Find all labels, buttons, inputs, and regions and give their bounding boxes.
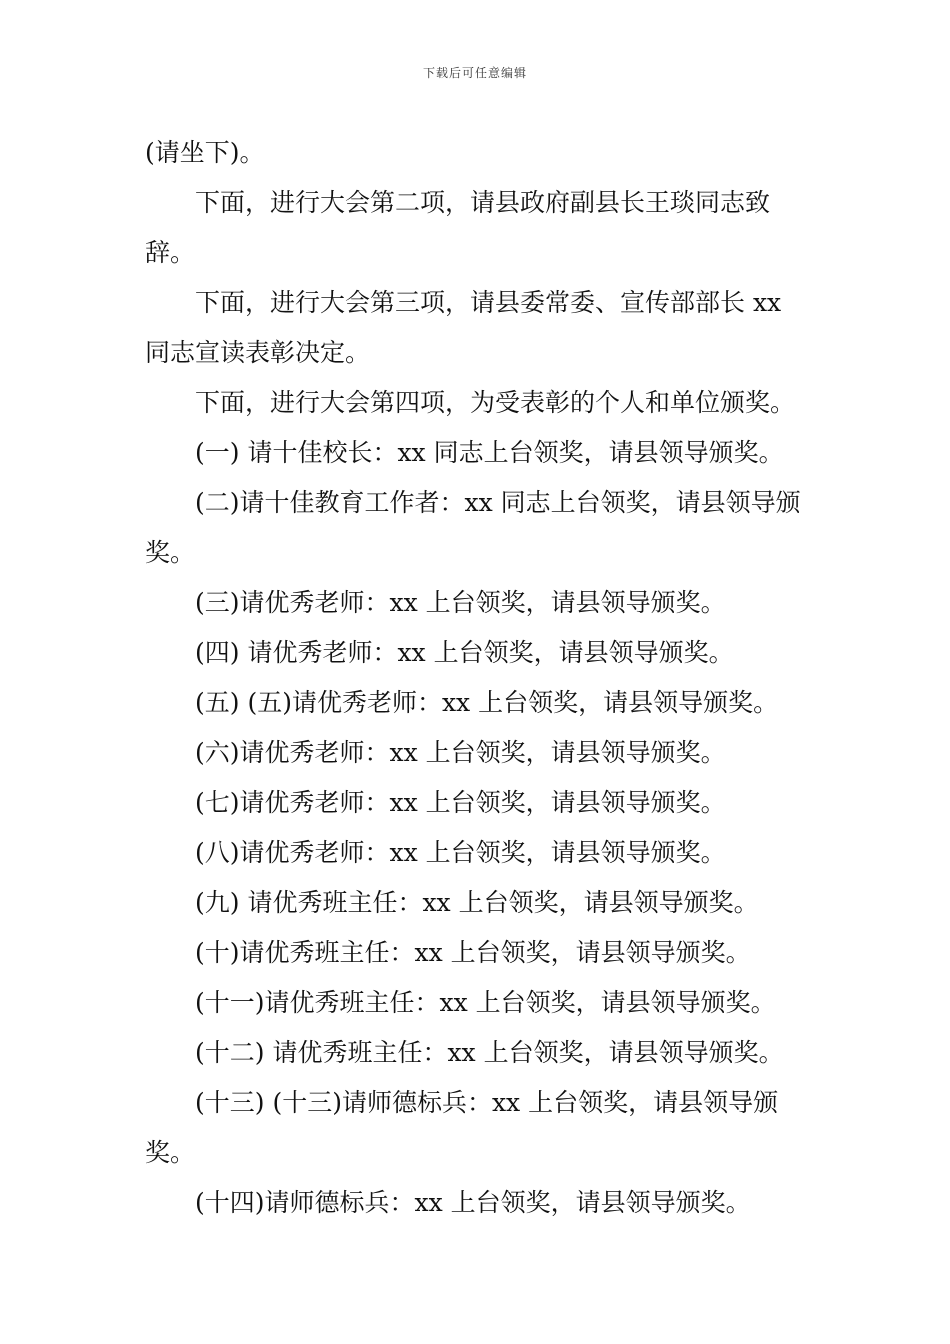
paragraph: (十一)请优秀班主任：xx 上台领奖，请县领导颁奖。 — [195, 988, 776, 1017]
paragraph: 下面，进行大会第二项，请县政府副县长王琰同志致辞。 — [145, 188, 771, 267]
document-body — [145, 128, 810, 1228]
paragraph: (十四)请师德标兵：xx 上台领奖，请县领导颁奖。 — [195, 1188, 751, 1217]
paragraph: (七)请优秀老师：xx 上台领奖，请县领导颁奖。 — [195, 788, 726, 817]
paragraph: (请坐下)。 — [145, 138, 265, 167]
paragraph: (六)请优秀老师：xx 上台领奖，请县领导颁奖。 — [195, 738, 726, 767]
paragraph: 下面，进行大会第四项，为受表彰的个人和单位颁奖。 — [195, 388, 796, 417]
paragraph: 下面，进行大会第三项，请县委常委、宣传部部长 xx 同志宣读表彰决定。 — [145, 288, 782, 367]
paragraph: (一) 请十佳校长：xx 同志上台领奖，请县领导颁奖。 — [195, 438, 784, 467]
paragraph: (五) (五)请优秀老师：xx 上台领奖，请县领导颁奖。 — [195, 688, 779, 717]
paragraph: (十)请优秀班主任：xx 上台领奖，请县领导颁奖。 — [195, 938, 751, 967]
paragraph: (二)请十佳教育工作者：xx 同志上台领奖，请县领导颁奖。 — [145, 488, 801, 567]
paragraph: (十三) (十三)请师德标兵：xx 上台领奖，请县领导颁奖。 — [145, 1088, 779, 1167]
paragraph: (八)请优秀老师：xx 上台领奖，请县领导颁奖。 — [195, 838, 726, 867]
paragraph: (四) 请优秀老师：xx 上台领奖，请县领导颁奖。 — [195, 638, 734, 667]
page-header: 下载后可任意编辑 — [422, 66, 527, 80]
paragraph: (三)请优秀老师：xx 上台领奖，请县领导颁奖。 — [195, 588, 726, 617]
paragraph: (十二) 请优秀班主任：xx 上台领奖，请县领导颁奖。 — [195, 1038, 784, 1067]
paragraph: (九) 请优秀班主任：xx 上台领奖，请县领导颁奖。 — [195, 888, 759, 917]
